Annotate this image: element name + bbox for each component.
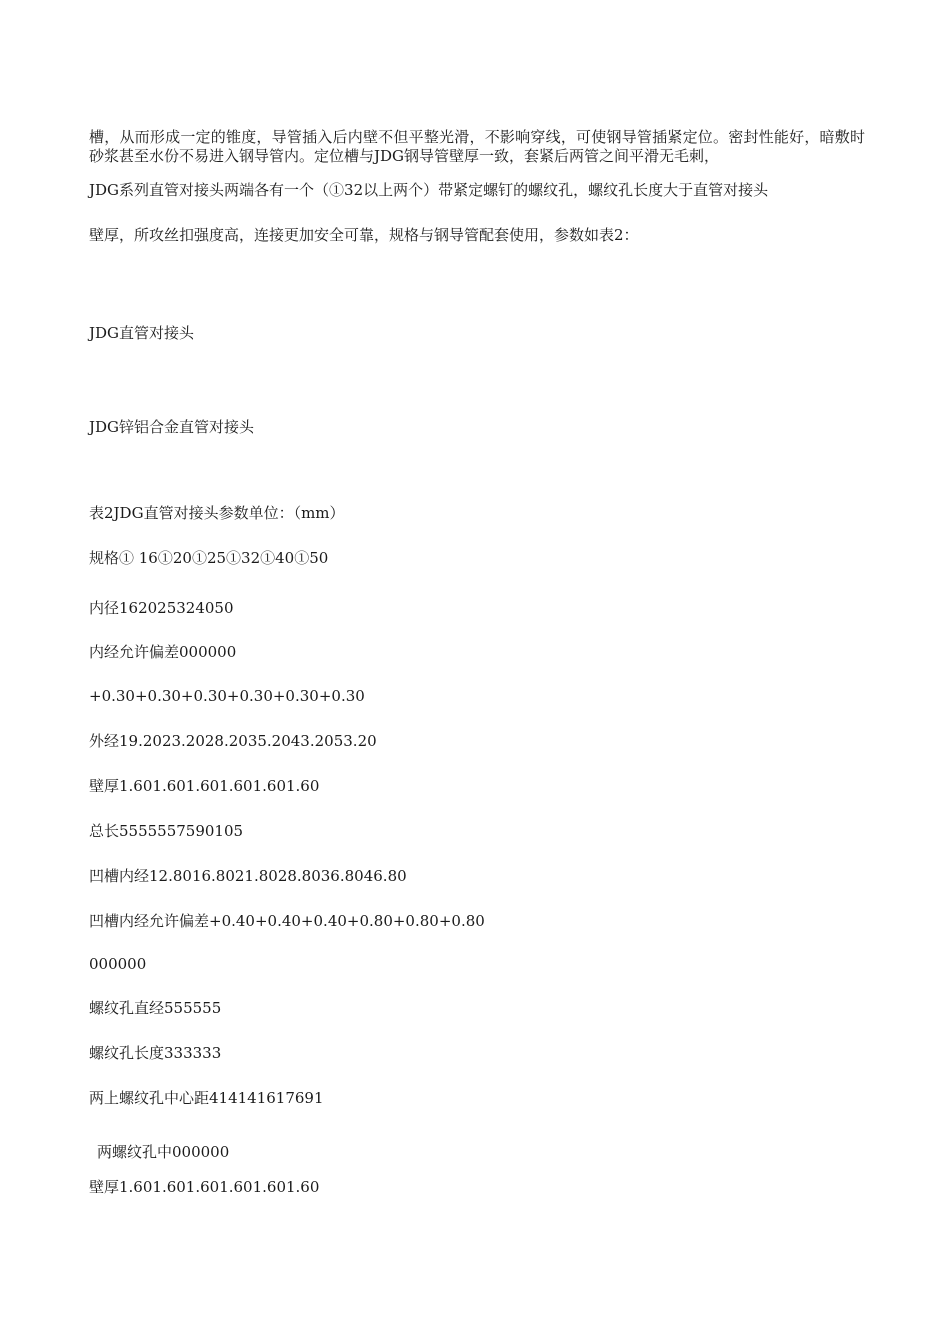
table-row: 螺纹孔长度333333 bbox=[89, 1044, 222, 1062]
heading-jdg-zinc-alloy-connector: JDG锌铝合金直管对接头 bbox=[89, 418, 255, 436]
paragraph-intro: 槽，从而形成一定的锥度，导管插入后内壁不但平整光滑，不影响穿线，可使钢导管插紧定位。密封性能好，暗敷时砂浆甚至水份不易进入钢导管内。定位槽与JDG钢导管壁厚一致，套紧后两管之间平滑无毛刺， bbox=[89, 128, 865, 165]
table-row: 壁厚1.601.601.601.601.601.60 bbox=[89, 777, 320, 795]
table-title: 表2JDG直管对接头参数单位：（mm） bbox=[89, 504, 345, 522]
table-row: 凹槽内经允许偏差+0.40+0.40+0.40+0.80+0.80+0.80 bbox=[89, 912, 485, 930]
table-row: 外经19.2023.2028.2035.2043.2053.20 bbox=[89, 732, 377, 750]
table-row: 螺纹孔直经555555 bbox=[89, 999, 222, 1017]
paragraph-connector-desc: JDG系列直管对接头两端各有一个（①32以上两个）带紧定螺钉的螺纹孔，螺纹孔长度大于直管对接头 bbox=[89, 181, 769, 199]
table-row: 内径162025324050 bbox=[89, 599, 234, 617]
table-row: 两螺纹孔中000000 bbox=[97, 1143, 230, 1161]
table-row: 两上螺纹孔中心距414141617691 bbox=[89, 1089, 324, 1107]
heading-jdg-straight-connector: JDG直管对接头 bbox=[89, 324, 195, 342]
table-row: 总长5555557590105 bbox=[89, 822, 244, 840]
table-row: 壁厚1.601.601.601.601.601.60 bbox=[89, 1178, 320, 1196]
table-row: 规格① 16①20①25①32①40①50 bbox=[89, 549, 329, 567]
table-row: 凹槽内经12.8016.8021.8028.8036.8046.80 bbox=[89, 867, 407, 885]
table-row: +0.30+0.30+0.30+0.30+0.30+0.30 bbox=[89, 687, 365, 705]
paragraph-connector-desc-cont: 壁厚，所攻丝扣强度高，连接更加安全可靠，规格与钢导管配套使用，参数如表2： bbox=[89, 226, 639, 244]
table-row: 000000 bbox=[89, 955, 147, 973]
table-row: 内经允许偏差000000 bbox=[89, 643, 237, 661]
